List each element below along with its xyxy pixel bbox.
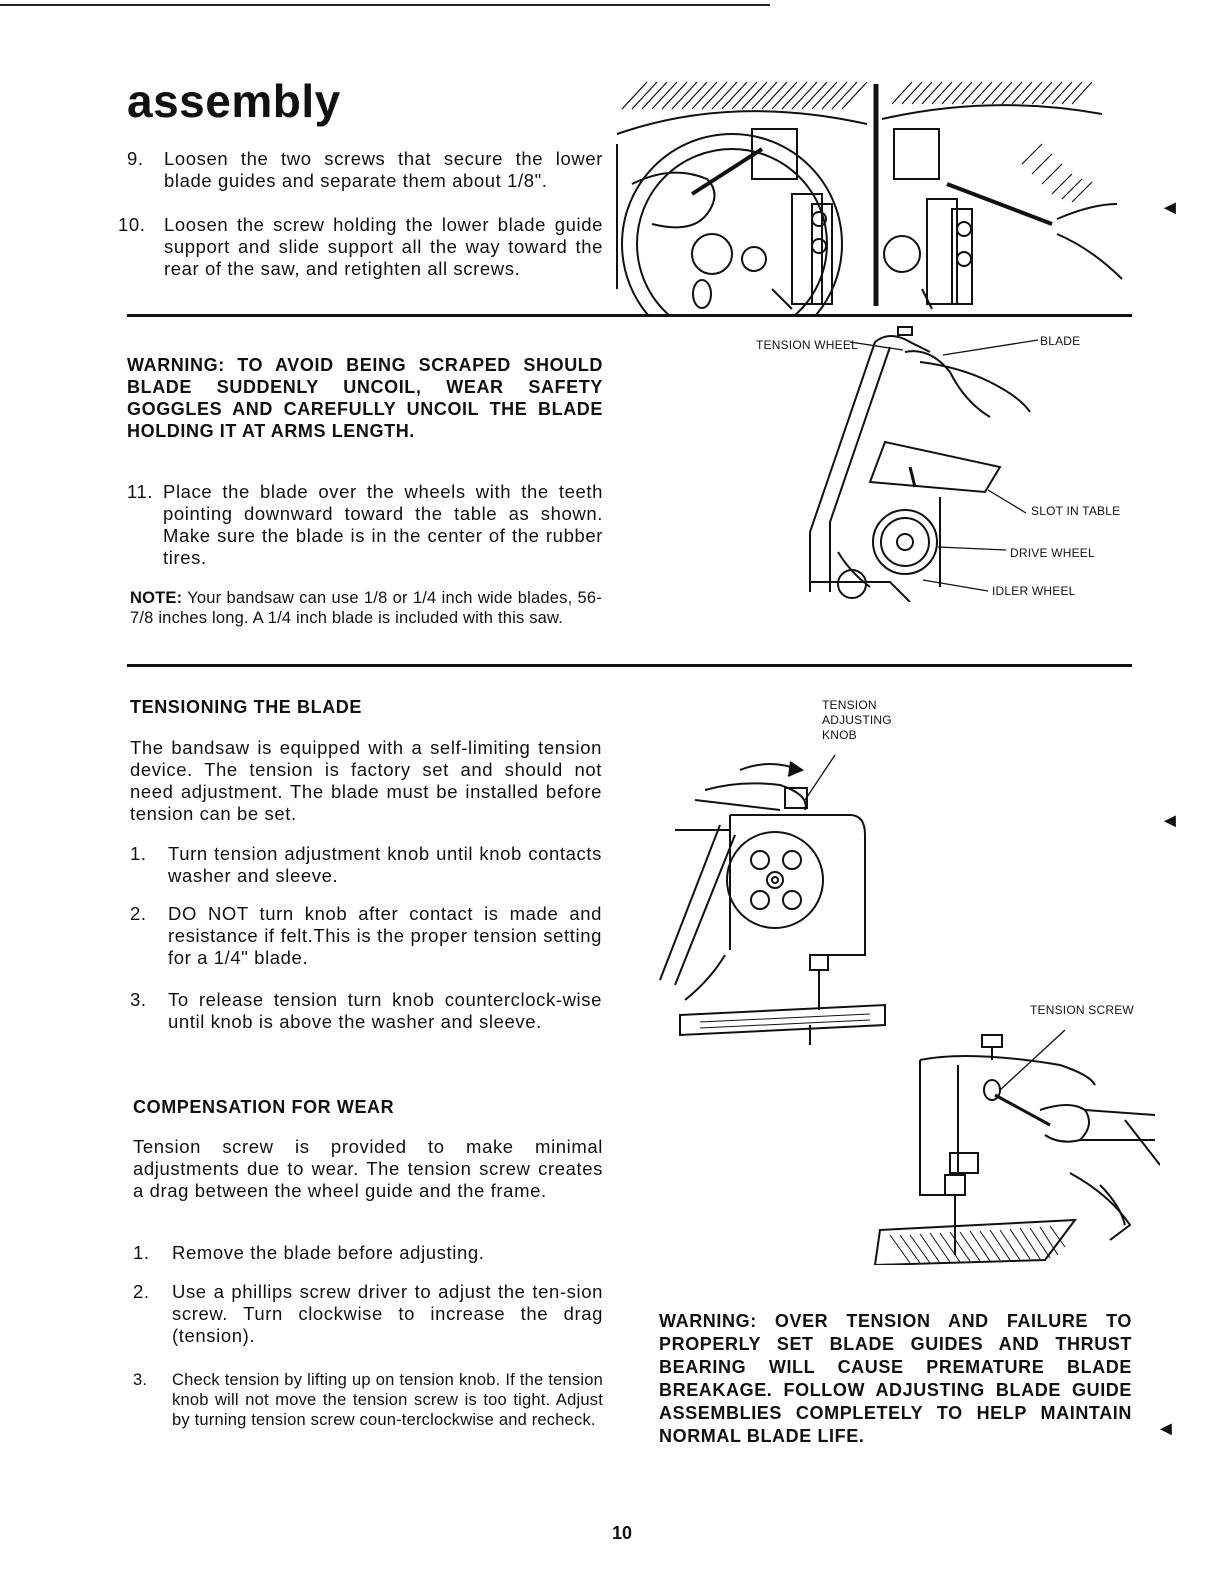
- binder-mark-icon: ◄: [1156, 1418, 1176, 1440]
- note-text: Your bandsaw can use 1/8 or 1/4 inch wide blades, 56-7/8 inches long. A 1/4 inch blade is included with this saw.: [130, 589, 602, 627]
- binder-mark-icon: ◄: [1160, 810, 1180, 832]
- step-number: 2.: [130, 903, 147, 924]
- label-blade: BLADE: [1040, 334, 1081, 348]
- section-divider: [127, 314, 1132, 317]
- compensation-intro: Tension screw is provided to make minimal adjustments due to wear. The tension screw creates a drag between the wheel guide and the frame.: [133, 1136, 603, 1201]
- step-number: 3.: [133, 1371, 148, 1389]
- step-number: 2.: [133, 1281, 150, 1302]
- label-drive-wheel: DRIVE WHEEL: [1010, 546, 1095, 560]
- compensation-heading: COMPENSATION FOR WEAR: [133, 1097, 395, 1117]
- top-border-line: [0, 4, 770, 6]
- step-text: Use a phillips screw driver to adjust the ten-sion screw. Turn clockwise to increase the drag (tension).: [172, 1281, 603, 1346]
- step-text: To release tension turn knob counterclock-wise until knob is above the washer and sleeve.: [168, 989, 602, 1032]
- label-tension-adjusting-knob: TENSION ADJUSTING KNOB: [822, 698, 892, 742]
- tensioning-heading: TENSIONING THE BLADE: [130, 697, 363, 717]
- step-text: Turn tension adjustment knob until knob contacts washer and sleeve.: [168, 843, 602, 886]
- note-label: NOTE:: [130, 589, 183, 607]
- page-title: assembly: [127, 75, 341, 127]
- step-text: Place the blade over the wheels with the teeth pointing downward toward the table as shown. Make sure the blade is in the center of the rubber tires.: [163, 481, 603, 568]
- lower-blade-guide-figure: [612, 74, 1132, 314]
- step-number: 9.: [127, 148, 144, 169]
- step-text: Remove the blade before adjusting.: [172, 1242, 485, 1263]
- tension-knob-figure: [650, 740, 900, 1050]
- step-number: 1.: [130, 843, 147, 864]
- step-number: 1.: [133, 1242, 150, 1263]
- warning-uncoil: WARNING: TO AVOID BEING SCRAPED SHOULD BLADE SUDDENLY UNCOIL, WEAR SAFETY GOGGLES AND CAREFULLY UNCOIL THE BLADE HOLDING IT AT ARMS LENGTH.: [127, 355, 603, 441]
- step-number: 11.: [127, 481, 154, 502]
- page-number: 10: [612, 1523, 633, 1543]
- tension-screw-figure: [870, 1025, 1160, 1265]
- label-tension-screw: TENSION SCREW: [1030, 1003, 1134, 1017]
- section-divider: [127, 664, 1132, 667]
- binder-mark-icon: ◄: [1160, 197, 1180, 219]
- step-text: DO NOT turn knob after contact is made and resistance if felt.This is the proper tension setting for a 1/4" blade.: [168, 903, 602, 968]
- note: [130, 588, 602, 628]
- tensioning-intro: The bandsaw is equipped with a self-limiting tension device. The tension is factory set and should not need adjustment. The blade must be installed before tension can be set.: [130, 737, 602, 824]
- step-text: Loosen the screw holding the lower blade guide support and slide support all the way toward the rear of the saw, and retighten all screws.: [164, 214, 603, 279]
- label-slot-in-table: SLOT IN TABLE: [1031, 504, 1121, 518]
- step-number: 3.: [130, 989, 147, 1010]
- figure-leader-lines: [848, 335, 1048, 605]
- label-idler-wheel: IDLER WHEEL: [992, 584, 1076, 598]
- step-number: 10.: [118, 214, 146, 235]
- step-text: Check tension by lifting up on tension knob. If the tension knob will not move the tension screw is too tight. Adjust by turning tension screw coun-terclockwise and recheck.: [172, 1371, 603, 1429]
- warning-tension: WARNING: OVER TENSION AND FAILURE TO PROPERLY SET BLADE GUIDES AND THRUST BEARING WILL CAUSE PREMATURE BLADE BREAKAGE. FOLLOW ADJUSTING BLADE GUIDE ASSEMBLIES COMPLETELY TO HELP MAINTAIN NORMAL BLADE LIFE.: [659, 1311, 1132, 1446]
- label-tension-wheel: TENSION WHEEL: [756, 338, 858, 352]
- step-text: Loosen the two screws that secure the lower blade guides and separate them about 1/8".: [164, 148, 603, 191]
